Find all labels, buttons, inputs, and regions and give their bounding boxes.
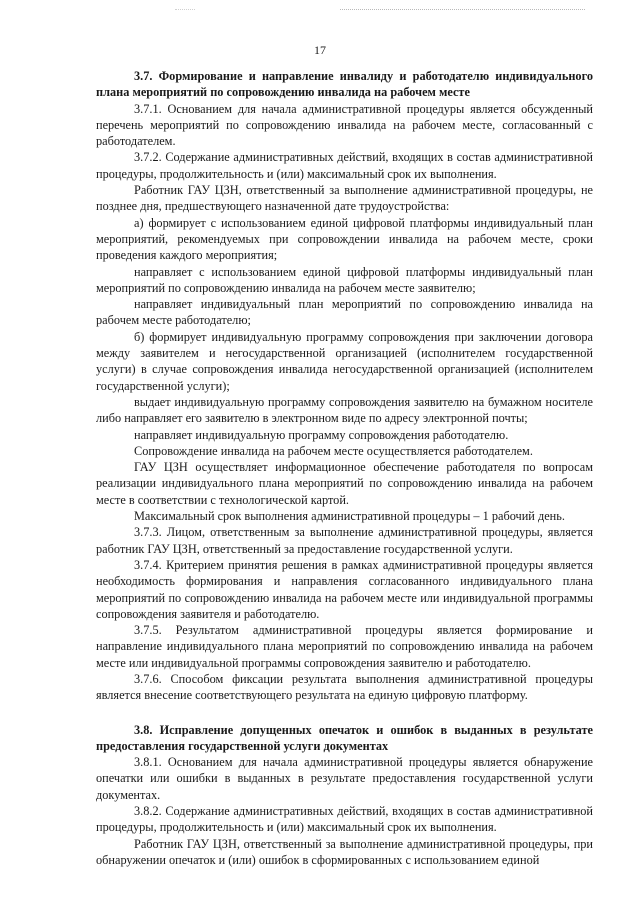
- section-3-8: [96, 722, 593, 869]
- paragraph: направляет индивидуальный план мероприятий по сопровождению инвалида на рабочем месте работодателю;: [96, 297, 593, 328]
- paragraph: 3.7.1. Основанием для начала административной процедуры является обсужденный перечень мероприятий по сопровождению инвалида на рабочем месте, согласованный с работодателем.: [96, 101, 593, 149]
- scan-artifact: [340, 9, 585, 10]
- paragraph: Максимальный срок выполнения административной процедуры – 1 рабочий день.: [134, 509, 565, 524]
- paragraph: б) формирует индивидуальную программу сопровождения при заключении договора между заявителем и негосударственной организацией (исполнителем государственной услуги) в случае сопровождения инвалида негосударственной организацией (исполнителем государственной услуги);: [96, 329, 593, 393]
- section-gap: [96, 704, 593, 722]
- paragraph: 3.8.2. Содержание административных действий, входящих в состав административной процедуры, продолжительность и (или) максимальный срок их выполнения.: [96, 804, 593, 835]
- paragraph: 3.7.5. Результатом административной процедуры является формирование и направление индивидуального плана мероприятий по сопровождению инвалида на рабочем месте или индивидуальной программы сопровождения заявителю и работодателю.: [96, 623, 593, 670]
- paragraph: ГАУ ЦЗН осуществляет информационное обеспечение работодателя по вопросам реализации индивидуального плана мероприятий по сопровождению инвалида на рабочем месте в соответствии с технологической картой.: [96, 460, 593, 507]
- paragraph: Работник ГАУ ЦЗН, ответственный за выполнение административной процедуры, не позднее дня, предшествующего назначенной дате трудоустройства:: [96, 183, 593, 214]
- paragraph: 3.7.4. Критерием принятия решения в рамках административной процедуры является необходимость формирования и направления согласованного индивидуального плана мероприятий по сопровождению инвалида на рабочем месте или индивидуальной программы сопровождения заявителя и работодателю.: [96, 557, 593, 621]
- scan-artifact: [175, 9, 195, 10]
- document-body: [96, 68, 593, 868]
- paragraph: а) формирует с использованием единой цифровой платформы индивидуальный план мероприятий, рекомендуемых при сопровождении инвалида на рабочем месте, сроки проведения каждого мероприятия;: [96, 215, 593, 263]
- page-number: 17: [314, 43, 326, 57]
- paragraph: Сопровождение инвалида на рабочем месте осуществляется работодателем.: [134, 443, 533, 458]
- paragraph: 3.7.2. Содержание административных действий, входящих в состав административной процедуры, продолжительность и (или) максимальный срок их выполнения.: [96, 150, 593, 181]
- section-heading: 3.8. Исправление допущенных опечаток и ошибок в выданных в результате предоставления государственной услуги документах: [96, 722, 593, 753]
- paragraph: 3.7.3. Лицом, ответственным за выполнение административной процедуры, является работник ГАУ ЦЗН, ответственный за предоставление государственной услуги.: [96, 525, 593, 556]
- paragraph: направляет индивидуальную программу сопровождения работодателю.: [134, 427, 509, 442]
- paragraph: 3.7.6. Способом фиксации результата выполнения административной процедуры является внесение соответствующего результата на единую цифровую платформу.: [96, 671, 593, 703]
- section-heading: 3.7. Формирование и направление инвалиду и работодателю индивидуального плана мероприятий по сопровождению инвалида на рабочем месте: [96, 69, 593, 100]
- section-3-7: [96, 68, 593, 704]
- paragraph: 3.8.1. Основанием для начала административной процедуры является обнаружение опечатки или ошибки в выданных в результате предоставления государственной услуги документах.: [96, 755, 593, 802]
- paragraph: направляет с использованием единой цифровой платформы индивидуальный план мероприятий по сопровождению инвалида на рабочем месте заявителю;: [96, 264, 593, 295]
- paragraph: выдает индивидуальную программу сопровождения заявителю на бумажном носителе либо направляет его заявителю в электронном виде по адресу электронной почты;: [96, 394, 593, 426]
- paragraph: Работник ГАУ ЦЗН, ответственный за выполнение административной процедуры, при обнаружении опечаток и (или) ошибок в сформированных с использованием единой: [96, 836, 593, 867]
